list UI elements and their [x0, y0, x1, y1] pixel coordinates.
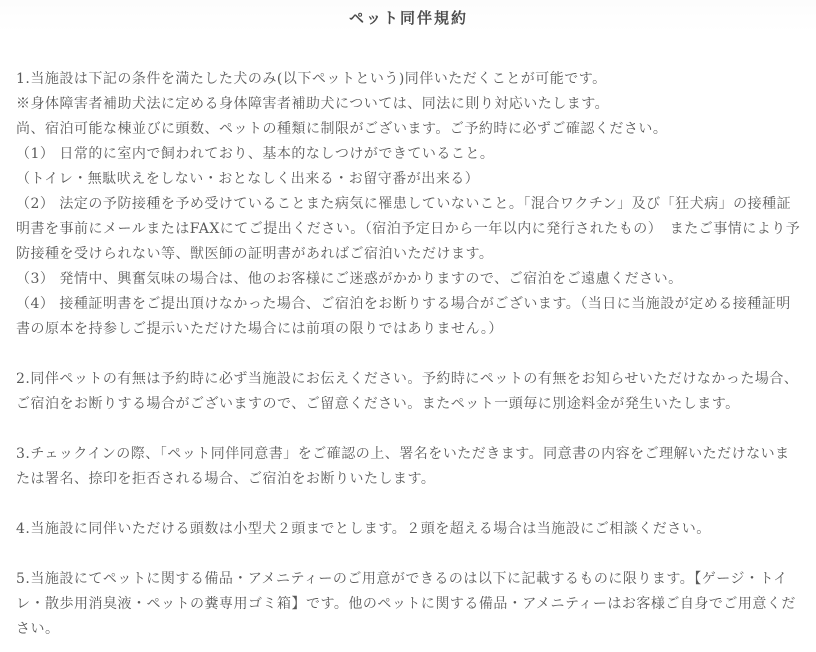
- rule2: 2.同伴ペットの有無は予約時に必ず当施設にお伝えください。予約時にペットの有無をお知らせいただけなかった場合、ご宿泊をお断りする場合がございますので、ご留意ください。またペット一頭毎に別途料金が発生いたします。: [16, 371, 799, 412]
- rule1-item2: （2） 法定の予防接種を予め受けていることまた病気に罹患していないこと。「混合ワクチン」及び「狂犬病」の接種証明書を事前にメールまたはFAXにてご提出ください。（宿泊予定日から一年以内に発行されたもの） またご事情により予防接種を受けられない等、獣医師の証明書があればご宿泊いただけます。: [16, 196, 801, 262]
- rule1-note-limit: 尚、宿泊可能な棟並びに頭数、ペットの種類に制限がございます。ご予約時に必ずご確認ください。: [16, 121, 668, 137]
- rule1-item1: （1） 日常的に室内で飼われており、基本的なしつけができていること。: [16, 146, 495, 162]
- rule1-item1-detail: （トイレ・無駄吠えをしない・おとなしく出来る・お留守番が出来る）: [16, 171, 480, 187]
- rule1-item3: （3） 発情中、興奮気味の場合は、他のお客様にご迷惑がかかりますので、ご宿泊をご遠慮ください。: [16, 271, 683, 287]
- rule1-item4: （4） 接種証明書をご提出頂けなかった場合、ご宿泊をお断りする場合がございます。（当日に当施設が定める接種証明書の原本を持参しご提示いただけた場合には前項の限りではありません。）: [16, 296, 791, 337]
- rule1-intro: 1.当施設は下記の条件を満たした犬のみ(以下ペットという)同伴いただくことが可能です。: [16, 71, 607, 87]
- policy-body: [16, 67, 801, 642]
- rule3: 3.チェックインの際、「ペット同伴同意書」をご確認の上、署名をいただきます。同意書の内容をご理解いただけないまたは署名、捺印を拒否される場合、ご宿泊をお断りいたします。: [16, 446, 790, 487]
- page-title: ペット同伴規約: [348, 9, 468, 27]
- rule5: 5.当施設にてペットに関する備品・アメニティーのご用意ができるのは以下に記載するものに限ります。【ゲージ・トイレ・散歩用消臭液・ペットの糞専用ゴミ箱】です。他のペットに関する備品・アメニティーはお客様ご自身でご用意ください。: [16, 571, 796, 637]
- rule4: 4.当施設に同伴いただける頭数は小型犬２頭までとします。２頭を超える場合は当施設にご相談ください。: [16, 521, 711, 537]
- rule1-note-assist-dog: ※身体障害者補助犬法に定める身体障害者補助犬については、同法に則り対応いたします。: [16, 96, 610, 112]
